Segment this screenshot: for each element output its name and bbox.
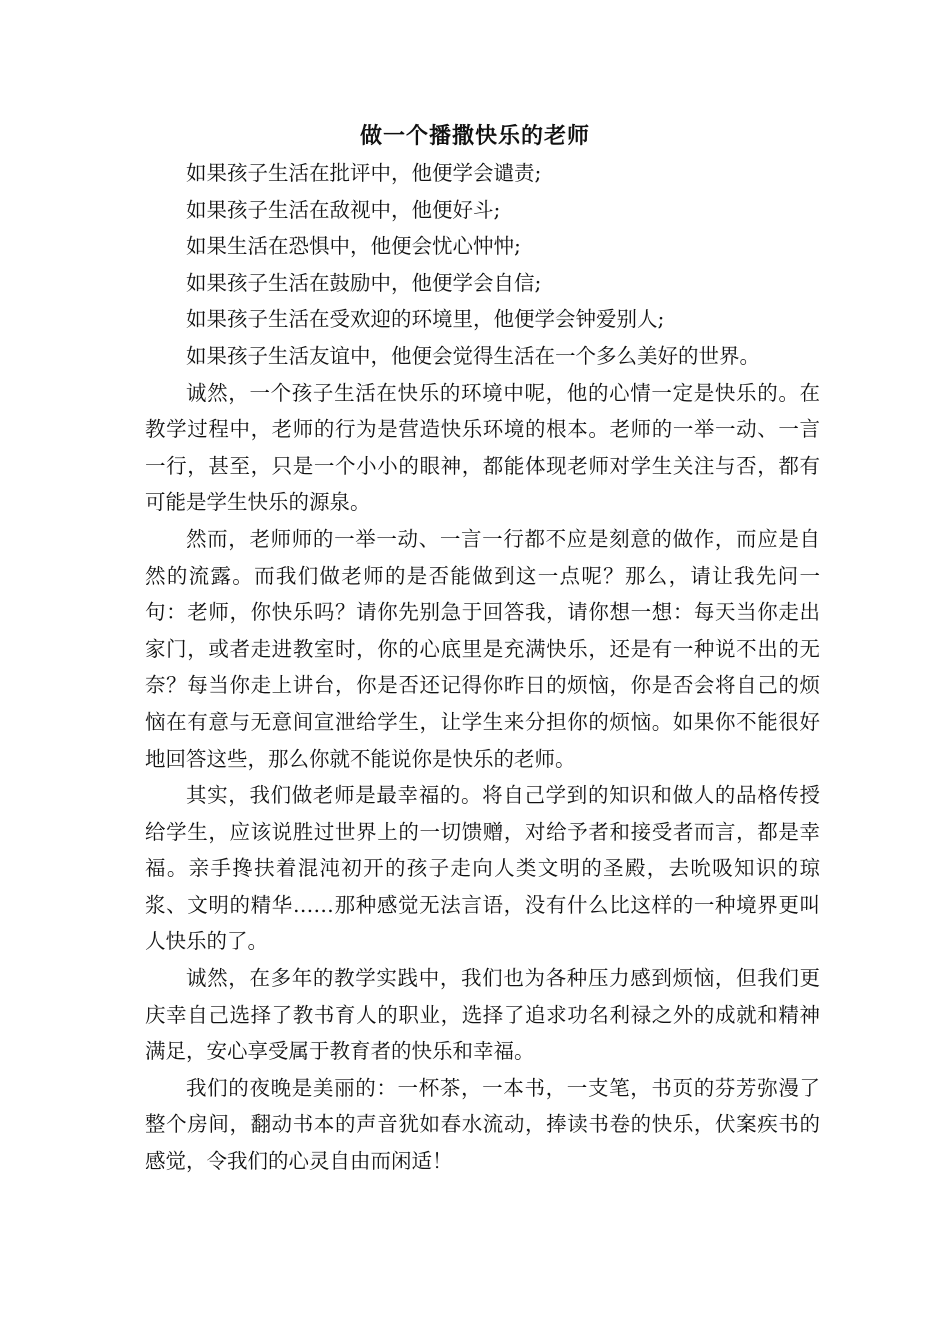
paragraph-4: 诚然，在多年的教学实践中，我们也为各种压力感到烦恼，但我们更庆幸自己选择了教书育人的职业，选择了追求功名利禄之外的成就和精神满足，安心享受属于教育者的快乐和幸福。 xyxy=(145,966,820,1064)
paragraph-1: 诚然，一个孩子生活在快乐的环境中呢，他的心情一定是快乐的。在教学过程中，老师的行为是营造快乐环境的根本。老师的一举一动、一言一行，甚至，只是一个小小的眼神，都能体现老师对学生关注与否，都有可能是学生快乐的源泉。 xyxy=(145,380,820,515)
verse-line-4: 如果孩子生活在鼓励中，他便学会自信; xyxy=(186,270,542,295)
verse-line-6: 如果孩子生活友谊中，他便会觉得生活在一个多么美好的世界。 xyxy=(186,343,760,368)
document-title: 做一个播撒快乐的老师 xyxy=(359,123,590,149)
verse-line-3: 如果生活在恐惧中，他便会忧心忡忡; xyxy=(186,234,521,259)
paragraph-5: 我们的夜晚是美丽的：一杯茶，一本书，一支笔，书页的芬芳弥漫了整个房间，翻动书本的声音犹如春水流动，捧读书卷的快乐，伏案疾书的感觉，令我们的心灵自由而闲适！ xyxy=(145,1075,820,1174)
paragraph-3: 其实，我们做老师是最幸福的。将自己学到的知识和做人的品格传授给学生，应该说胜过世界上的一切馈赠，对给予者和接受者而言，都是幸福。亲手搀扶着混沌初开的孩子走向人类文明的圣殿，去吮吸知识的琼浆、文明的精华……那种感觉无法言语，没有什么比这样的一种境界更叫人快乐的了。 xyxy=(145,783,820,954)
verse-line-2: 如果孩子生活在敌视中，他便好斗; xyxy=(186,197,501,222)
document-body xyxy=(145,155,820,1180)
verse-line-1: 如果孩子生活在批评中，他便学会谴责; xyxy=(186,161,542,185)
paragraph-2: 然而，老师师的一举一动、一言一行都不应是刻意的做作，而应是自然的流露。而我们做老师的是否能做到这一点呢？那么，请让我先问一句：老师，你快乐吗？请你先别急于回答我，请你想一想：每天当你走出家门，或者走进教室时，你的心底里是充满快乐，还是有一种说不出的无奈？每当你走上讲台，你是否还记得你昨日的烦恼，你是否会将自己的烦恼在有意与无意间宣泄给学生，让学生来分担你的烦恼。如果你不能很好地回答这些，那么你就不能说你是快乐的老师。 xyxy=(145,526,820,771)
verse-line-5: 如果孩子生活在受欢迎的环境里，他便学会钟爱别人; xyxy=(186,307,665,332)
